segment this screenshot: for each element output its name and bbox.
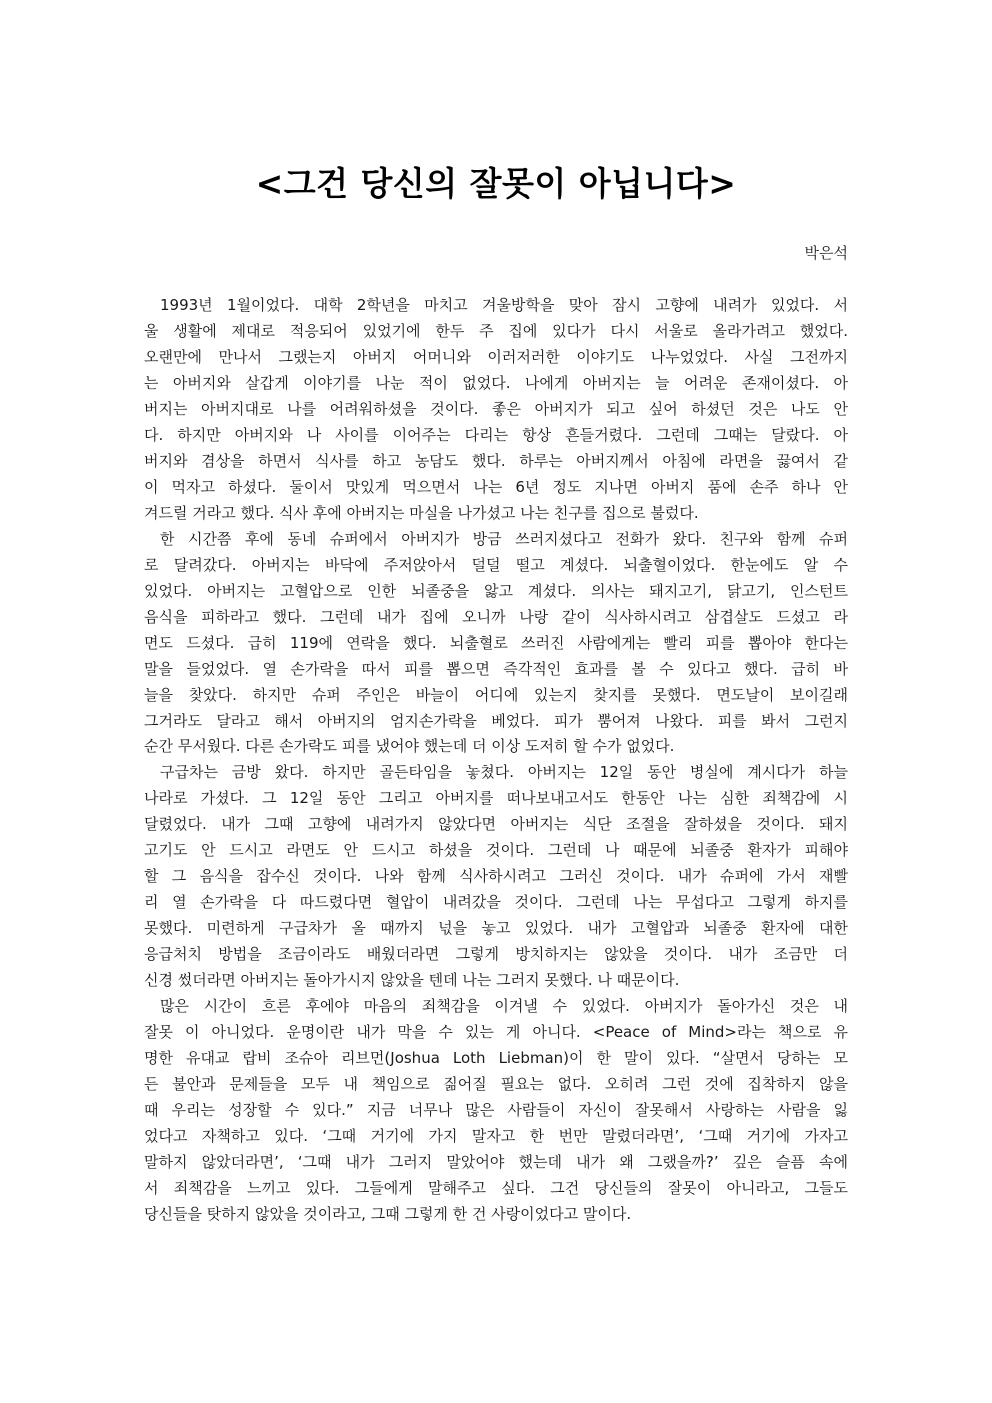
text-line: 말하지 않았더라면’, ‘그때 내가 그러지 말았어야 했는데 내가 왜 그랬을까?’ 깊은 슬픔 속에	[144, 1152, 848, 1171]
text-line: 많은 시간이 흐른 후에야 마음의 죄책감을 이겨낼 수 있었다. 아버지가 돌아가신 것은 내	[160, 997, 848, 1016]
paragraph-1	[144, 293, 848, 527]
text-line: 버지는 아버지대로 나를 어려워하셨을 것이다. 좋은 아버지가 되고 싶어 하셨던 것은 나도 안	[144, 399, 848, 418]
text-line: 고기도 안 드시고 라면도 안 드시고 하셨을 것이다. 그런데 나 때문에 뇌졸중 환자가 피해야	[144, 841, 848, 860]
text-line: 구급차는 금방 왔다. 하지만 골든타임을 놓쳤다. 아버지는 12일 동안 병실에 계시다가 하늘	[160, 763, 848, 782]
text-line: 든 불안과 문제들을 모두 내 책임으로 짊어질 필요는 없다. 오히려 그런 것에 집착하지 않을	[144, 1075, 848, 1094]
text-line: 1993년 1월이었다. 대학 2학년을 마치고 겨울방학을 맞아 잠시 고향에 내려가 있었다. 서	[160, 296, 848, 314]
text-line: 오랜만에 만나서 그랬는지 아버지 어머니와 이러저러한 이야기도 나누었었다. 사실 그전까지	[144, 347, 848, 366]
text-line: 면도 드셨다. 급히 119에 연락을 했다. 뇌출혈로 쓰러진 사람에게는 빨리 피를 뽑아야 한다는	[144, 633, 848, 652]
document-title: <그건 당신의 잘못이 아닙니다>	[255, 164, 737, 203]
text-line: 명한 유대교 랍비 조슈아 리브먼(Joshua Loth Liebman)이 한 말이 있다. “살면서 당하는 모	[144, 1049, 848, 1068]
paragraph-3	[144, 760, 848, 994]
text-line: 는 아버지와 살갑게 이야기를 나눈 적이 없었다. 나에게 아버지는 늘 어려운 존재이셨다. 아	[144, 373, 848, 392]
document-body	[144, 293, 848, 1228]
text-line: 늘을 찾았다. 하지만 슈퍼 주인은 바늘이 어디에 있는지 찾지를 못했다. 면도날이 보이길래	[144, 685, 848, 704]
text-line: 리 열 손가락을 다 따드렸다면 혈압이 내려갔을 것이다. 그런데 나는 무섭다고 그렇게 하지를	[144, 893, 848, 912]
text-line: 할 그 음식을 잡수신 것이다. 나와 함께 식사하시려고 그러신 것이다. 내가 슈퍼에 가서 재빨	[144, 867, 848, 886]
text-line: 로 달려갔다. 아버지는 바닥에 주저앉아서 덜덜 떨고 계셨다. 뇌출혈이었다. 한눈에도 알 수	[144, 555, 848, 574]
text-line: 었다고 자책하고 있다. ‘그때 거기에 가지 말자고 한 번만 말렸더라면’, ‘그때 거기에 가자고	[144, 1127, 848, 1145]
text-line: 서 죄책감을 느끼고 있다. 그들에게 말해주고 싶다. 그건 당신들의 잘못이 아니라고, 그들도	[144, 1178, 848, 1197]
text-line: 신경 썼더라면 아버지는 돌아가시지 않았을 텐데 나는 그러지 못했다. 나 때문이다.	[144, 971, 680, 990]
text-line: 당신들을 탓하지 않았을 것이라고, 그때 그렇게 한 건 사랑이었다고 말이다.	[144, 1204, 632, 1223]
text-line: 버지와 겸상을 하면서 식사를 하고 농담도 했다. 하루는 아버지께서 아침에 라면을 끓여서 같	[144, 451, 848, 470]
text-line: 때 우리는 성장할 수 있다.” 지금 너무나 많은 사람들이 자신이 잘못해서 사랑하는 사람을 잃	[144, 1101, 848, 1120]
text-line: 잘못 이 아니었다. 운명이란 내가 막을 수 있는 게 아니다. <Peace of Mind>라는 책으로 유	[144, 1023, 848, 1042]
text-line: 음식을 피하라고 했다. 그런데 내가 집에 오니까 나랑 같이 식사하시려고 삼겹살도 드셨고 라	[144, 607, 848, 626]
text-line: 다. 하지만 아버지와 나 사이를 이어주는 다리는 항상 흔들거렸다. 그런데 그때는 달랐다. 아	[144, 425, 848, 444]
text-line: 그거라도 달라고 해서 아버지의 엄지손가락을 베었다. 피가 뿜어져 나왔다. 피를 봐서 그런지	[144, 711, 848, 730]
text-line: 울 생활에 제대로 적응되어 있었기에 한두 주 집에 있다가 다시 서울로 올라가려고 했었다.	[144, 321, 848, 340]
text-line: 순간 무서웠다. 다른 손가락도 피를 냈어야 했는데 더 이상 도저히 할 수가 없었다.	[144, 737, 675, 756]
paragraph-4	[144, 994, 848, 1228]
text-line: 못했다. 미련하게 구급차가 올 때까지 넋을 놓고 있었다. 내가 고혈압과 뇌졸중 환자에 대한	[144, 919, 848, 938]
text-line: 한 시간쯤 후에 동네 슈퍼에서 아버지가 방금 쓰러지셨다고 전화가 왔다. 친구와 함께 슈퍼	[160, 529, 848, 548]
text-line: 응급처치 방법을 조금이라도 배웠더라면 그렇게 방치하지는 않았을 것이다. 내가 조금만 더	[144, 945, 848, 964]
text-line: 있었다. 아버지는 고혈압으로 인한 뇌졸중을 앓고 계셨다. 의사는 돼지고기, 닭고기, 인스턴트	[144, 581, 848, 600]
text-line: 나라로 가셨다. 그 12일 동안 그리고 아버지를 떠나보내고서도 한동안 나는 심한 죄책감에 시	[144, 789, 848, 808]
text-line: 이 먹자고 하셨다. 둘이서 맛있게 먹으면서 나는 6년 정도 지나면 아버지 품에 손주 하나 안	[144, 477, 848, 496]
text-line: 겨드릴 거라고 했다. 식사 후에 아버지는 마실을 나가셨고 나는 친구를 집으로 불렀다.	[144, 503, 699, 522]
paragraph-2	[144, 527, 848, 761]
author-name: 박은석	[804, 244, 848, 262]
text-line: 달렸었다. 내가 그때 고향에 내려가지 않았다면 아버지는 식단 조절을 잘하셨을 것이다. 돼지	[144, 815, 848, 834]
text-line: 말을 들었었다. 열 손가락을 따서 피를 뽑으면 즉각적인 효과를 볼 수 있다고 했다. 급히 바	[144, 659, 848, 678]
